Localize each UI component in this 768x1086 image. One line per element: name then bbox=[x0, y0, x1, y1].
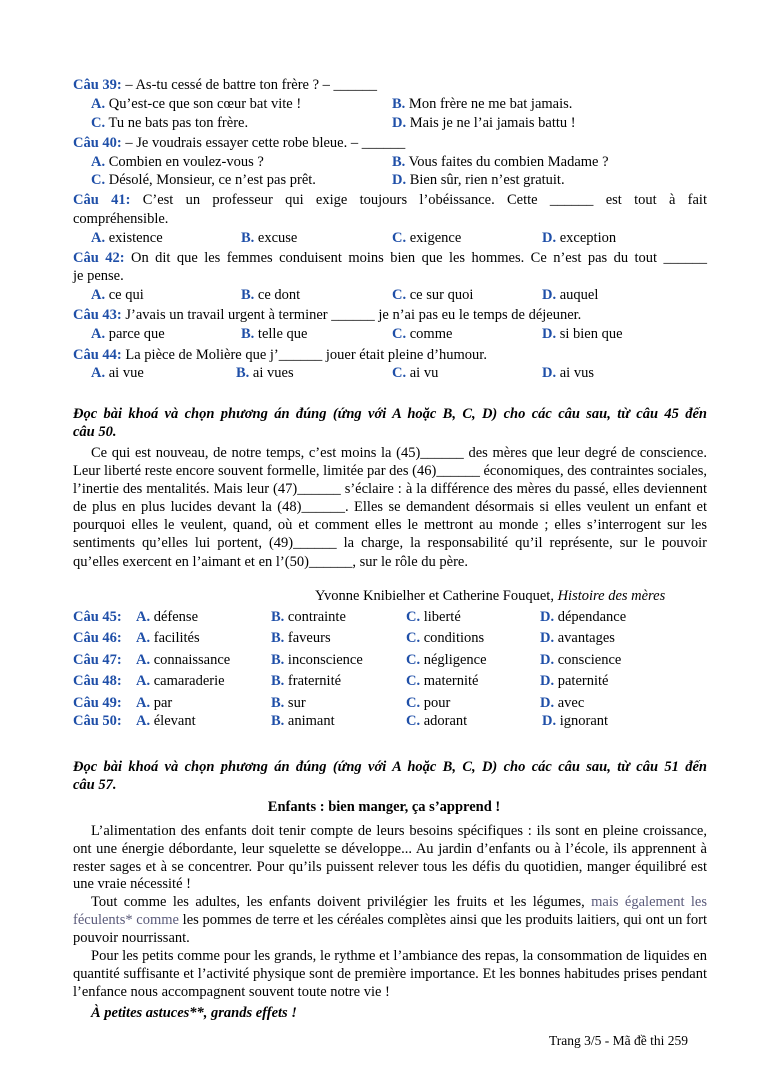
option-50-b[interactable]: B. animant bbox=[271, 713, 335, 729]
option-41-b[interactable]: B. excuse bbox=[241, 230, 298, 246]
option-49-d[interactable]: D. avec bbox=[540, 695, 585, 711]
option-40-c[interactable]: C. Désolé, Monsieur, ce n’est pas prêt. bbox=[91, 172, 316, 188]
option-43-d[interactable]: D. si bien que bbox=[542, 326, 623, 342]
option-44-b[interactable]: B. ai vues bbox=[236, 365, 294, 381]
section-45-50-heading: Đọc bài khoá và chọn phương án đúng (ứng với A hoặc B, C, D) cho các câu sau, từ câu 45 đến bbox=[73, 406, 707, 422]
question-50: Câu 50: bbox=[73, 713, 122, 729]
question-46: Câu 46: bbox=[73, 630, 122, 646]
option-45-c[interactable]: C. liberté bbox=[406, 609, 461, 625]
option-45-a[interactable]: A. défense bbox=[136, 609, 199, 625]
option-41-d[interactable]: D. exception bbox=[542, 230, 617, 246]
option-41-c[interactable]: C. exigence bbox=[392, 230, 462, 246]
option-47-c[interactable]: C. négligence bbox=[406, 652, 487, 668]
article-subtitle: À petites astuces**, grands effets ! bbox=[91, 1005, 297, 1021]
option-47-a[interactable]: A. connaissance bbox=[136, 652, 231, 668]
option-45-d[interactable]: D. dépendance bbox=[540, 609, 627, 625]
option-42-b[interactable]: B. ce dont bbox=[241, 287, 301, 303]
option-46-d[interactable]: D. avantages bbox=[540, 630, 615, 646]
option-44-c[interactable]: C. ai vu bbox=[392, 365, 439, 381]
option-47-d[interactable]: D. conscience bbox=[540, 652, 622, 668]
section-51-57-heading: Đọc bài khoá và chọn phương án đúng (ứng với A hoặc B, C, D) cho các câu sau, từ câu 51 đến bbox=[73, 759, 707, 775]
article-paragraph-2: Tout comme les adultes, les enfants doivent privilégier les fruits et les légumes, mais également les féculents* comme les pommes de terre et les céréales complètes ainsi que les produits laitiers, qui ont un fort pouvoir nourrissant. bbox=[73, 894, 708, 946]
option-42-a[interactable]: A. ce qui bbox=[91, 287, 144, 303]
option-49-a[interactable]: A. par bbox=[136, 695, 173, 711]
option-49-c[interactable]: C. pour bbox=[406, 695, 451, 711]
question-47: Câu 47: bbox=[73, 652, 122, 668]
question-42-cont: je pense. bbox=[73, 268, 124, 284]
option-48-b[interactable]: B. fraternité bbox=[271, 673, 342, 689]
option-50-d[interactable]: D. ignorant bbox=[542, 713, 609, 729]
option-40-b[interactable]: B. Vous faites du combien Madame ? bbox=[392, 154, 609, 170]
option-43-a[interactable]: A. parce que bbox=[91, 326, 165, 342]
option-42-c[interactable]: C. ce sur quoi bbox=[392, 287, 474, 303]
question-41-cont: compréhensible. bbox=[73, 211, 169, 227]
question-48: Câu 48: bbox=[73, 673, 122, 689]
option-49-b[interactable]: B. sur bbox=[271, 695, 306, 711]
question-42: Câu 42: On dit que les femmes conduisent moins bien que les hommes. Ce n’est pas du tout ______ bbox=[73, 250, 707, 266]
option-39-d[interactable]: D. Mais je ne l’ai jamais battu ! bbox=[392, 115, 576, 131]
passage-citation: Yvonne Knibielher et Catherine Fouquet, Histoire des mères bbox=[315, 588, 666, 604]
option-50-a[interactable]: A. élevant bbox=[136, 713, 196, 729]
question-44: Câu 44: La pièce de Molière que j’______ jouer était pleine d’humour. bbox=[73, 347, 487, 363]
article-paragraph-3: Pour les petits comme pour les grands, le rythme et l’ambiance des repas, la consommation de liquides en quantité suffisante et l’activité physique sont de première importance. Et les bonnes habitudes prises pendant l’enfance nous accompagnent souvent toute notre vie ! bbox=[73, 948, 707, 1000]
option-50-c[interactable]: C. adorant bbox=[406, 713, 468, 729]
question-40: Câu 40: – Je voudrais essayer cette robe bleue. – ______ bbox=[73, 135, 406, 151]
option-46-b[interactable]: B. faveurs bbox=[271, 630, 331, 646]
option-42-d[interactable]: D. auquel bbox=[542, 287, 599, 303]
page-footer: Trang 3/5 - Mã đề thi 259 bbox=[549, 1033, 688, 1048]
option-43-b[interactable]: B. telle que bbox=[241, 326, 308, 342]
question-41: Câu 41: C’est un professeur qui exige toujours l’obéissance. Cette ______ est tout à fait bbox=[73, 192, 707, 208]
option-48-a[interactable]: A. camaraderie bbox=[136, 673, 225, 689]
question-43: Câu 43: J’avais un travail urgent à terminer ______ je n’ai pas eu le temps de déjeuner. bbox=[73, 307, 582, 323]
passage-45-50: Ce qui est nouveau, de notre temps, c’est moins la (45)______ des mères que leur degré de conscience. Leur liberté reste encore souvent formelle, limitée par des (46)______ économiques, des contraintes sociales, l’inertie des mentalités. Mais leur (47)______ s’éclaire : à la différence des mères du passé, elles deviennent de plus en plus lucides devant la (48)______. Elles se demandent désormais si elles veulent un enfant et pourquoi elles le veulent, quand, où et comment elles le mettront au monde ; elles s’interrogent sur les sentiments qu’elles lui portent, (49)______ la charge, la responsabilité qu’il représente, sur le pouvoir qu’elles exercent en l’aimant et en l’(50)______, sur le rôle du père. bbox=[73, 445, 707, 570]
question-39: Câu 39: – As-tu cessé de battre ton frère ? – ______ bbox=[73, 77, 378, 93]
question-49: Câu 49: bbox=[73, 695, 122, 711]
option-46-a[interactable]: A. facilités bbox=[136, 630, 200, 646]
article-paragraph-1: L’alimentation des enfants doit tenir compte de leurs besoins spécifiques : ils sont en pleine croissance, ont une énergie débordante, leur squelette se développe... Au jardin d’enfants ou à l’école, ils apprennent à rester sages et à se concentrer. Pour qu’ils puissent relever tous les défis du quotidien, manger équilibré est une vraie nécessité ! bbox=[73, 823, 707, 893]
option-44-d[interactable]: D. ai vus bbox=[542, 365, 594, 381]
option-44-a[interactable]: A. ai vue bbox=[91, 365, 144, 381]
section-45-50-heading-cont: câu 50. bbox=[73, 424, 117, 440]
option-47-b[interactable]: B. inconscience bbox=[271, 652, 363, 668]
option-45-b[interactable]: B. contrainte bbox=[271, 609, 346, 625]
option-46-c[interactable]: C. conditions bbox=[406, 630, 485, 646]
option-40-a[interactable]: A. Combien en voulez-vous ? bbox=[91, 154, 264, 170]
question-45: Câu 45: bbox=[73, 609, 122, 625]
option-41-a[interactable]: A. existence bbox=[91, 230, 163, 246]
option-43-c[interactable]: C. comme bbox=[392, 326, 453, 342]
option-48-d[interactable]: D. paternité bbox=[540, 673, 609, 689]
option-48-c[interactable]: C. maternité bbox=[406, 673, 479, 689]
option-39-b[interactable]: B. Mon frère ne me bat jamais. bbox=[392, 96, 573, 112]
option-40-d[interactable]: D. Bien sûr, rien n’est gratuit. bbox=[392, 172, 565, 188]
option-39-a[interactable]: A. Qu’est-ce que son cœur bat vite ! bbox=[91, 96, 302, 112]
section-51-57-heading-cont: câu 57. bbox=[73, 777, 117, 793]
option-39-c[interactable]: C. Tu ne bats pas ton frère. bbox=[91, 115, 249, 131]
article-title: Enfants : bien manger, ça s’apprend ! bbox=[267, 799, 501, 815]
